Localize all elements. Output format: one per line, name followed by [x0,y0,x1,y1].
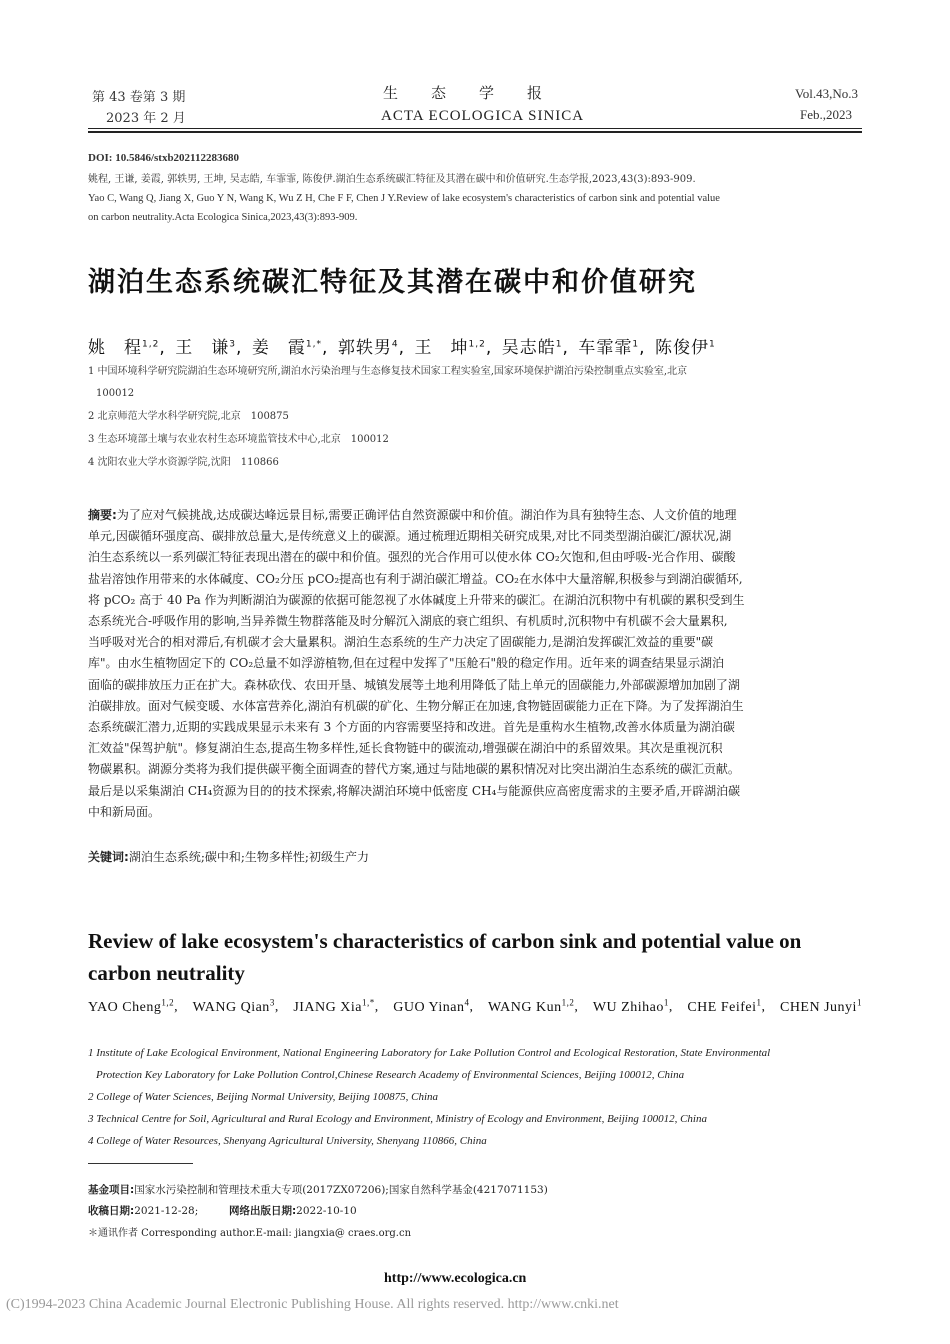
title-en-line1: Review of lake ecosystem's characteristics of carbon sink and potential value on [88,929,802,953]
author-name-cn: 王 谦 [175,338,230,358]
author-affiliation-mark: 1,2 [561,997,575,1007]
abstract-line [88,505,864,526]
author-name-en: WU Zhihao [592,999,664,1015]
abstract-line [88,632,864,653]
fund-label: 基金项目: [88,1184,135,1196]
affiliation-en [88,1086,864,1108]
author-en [88,997,175,1015]
abstract-line [88,653,864,674]
corresponding-author: ＊通讯作者 Corresponding author.E-mail: jiangxia@ craes.org.cn [88,1228,412,1239]
affiliation-cn-line: 3 生态环境部土壤与农业农村生态环境监管技术中心,北京 100012 [88,434,389,445]
author-name-en: GUO Yinan [393,999,465,1015]
author-affiliation-mark: 4 [391,339,399,350]
author-name-en: WANG Qian [192,999,270,1015]
doi[interactable]: DOI: 10.5846/stxb202112283680 [88,152,239,164]
abstract-line-text: 盐岩溶蚀作用带来的水体碱度、CO₂分压 pCO₂提高也有利于湖泊碳汇增益。CO₂在水体中大量溶解,积极参与到湖泊碳循环, [88,571,743,586]
author-name-en: CHE Feifei [687,999,757,1015]
abstract-line [88,675,864,696]
abstract-line [88,569,864,590]
author-separator: , [321,338,338,358]
abstract-line-text: 库"。由水生植物固定下的 CO₂总量不如浮游植物,但在过程中发挥了"压舱石"般的稳定作用。近年来的调查结果显示湖泊 [88,656,725,671]
author-separator: , [174,999,193,1015]
affiliation-cn-line: 1 中国环境科学研究院湖泊生态环境研究所,湖泊水污染治理与生态修复技术国家工程实验室,国家环境保护湖泊污染控制重点实验室,北京 [88,366,688,377]
abstract-line [88,717,864,738]
online-date: 2022-10-10 [296,1205,357,1217]
abstract-line [88,590,864,611]
citation-en-line2: on carbon neutrality.Acta Ecologica Sinica,2023,43(3):893-909. [88,212,358,223]
author-affiliation-mark: 4 [464,997,470,1007]
author-separator: , [469,999,488,1015]
author-name-en: JIANG Xia [293,999,362,1015]
author-en [592,997,669,1015]
affiliations-en [88,1042,864,1152]
author-separator: , [374,999,394,1015]
article-title-cn: 湖泊生态系统碳汇特征及其潜在碳中和价值研究 [88,267,697,298]
author-list-en [88,991,864,1019]
keywords-cn [88,847,369,868]
received-date: 2021-12-28; [134,1205,199,1217]
author-cn [175,338,236,358]
affiliation-cn [88,364,868,402]
author-en [779,997,862,1015]
abstract-line [88,526,864,547]
abstract-line-text: 面临的碳排放压力正在扩大。森林砍伐、农田开垦、城镇发展等土地利用降低了陆上单元的固碳能力,外部碳源增加加剧了湖 [88,677,740,692]
abstract-line-text: 汇效益"保驾护航"。修复湖泊生态,提高生物多样性,延长食物链中的碳流动,增强碳在湖泊中的系留效果。其次是重视沉积 [88,741,723,756]
affiliation-en [88,1130,864,1152]
author-name-cn: 吴志皓 [501,338,556,358]
author-separator: , [398,338,415,358]
author-cn [655,338,716,358]
abstract-line-text: 当呼吸对光合的相对滞后,有机碳才会大量累积。湖泊生态系统的生产力决定了固碳能力,是湖泊发挥碳汇效益的重要"碳 [88,635,714,650]
abstract-line [88,802,864,823]
abstract-line-text: 态系统碳汇潜力,近期的实践成果显示未来有 3 个方面的内容需要坚持和改进。首先是重构水生植物,改善水体质量为湖泊碳 [88,720,735,735]
author-name-cn: 郭轶男 [337,338,392,358]
affiliation-cn-line: 2 北京师范大学水科学研究院,北京 100875 [88,411,289,422]
date-cn: 2023 年 2 月 [106,111,186,126]
author-cn [88,338,159,358]
affiliation-en-line: 2 College of Water Sciences, Beijing Normal University, Beijing 100875, China [88,1091,439,1103]
affiliation-en-line: 3 Technical Centre for Soil, Agricultural and Rural Ecology and Environment, Ministry of Ecology and Environment, Beijing 100012, China [88,1113,707,1125]
abstract-line-text: 单元,因碳循环强度高、碳排放总量大,是传统意义上的碳源。通过梳理近期相关研究成果,对比不同类型湖泊碳汇/源状况,湖 [88,529,732,544]
abstract-line [88,781,864,802]
author-affiliation-mark: 1 [756,997,762,1007]
author-affiliation-mark: 1 [632,339,640,350]
author-en [393,997,470,1015]
affiliation-en [88,1108,864,1130]
author-name-cn: 姚 程 [88,338,142,358]
author-affiliation-mark: 3 [229,339,236,350]
author-affiliation-mark: 1 [663,997,669,1007]
journal-name-cn: 生 态 学 报 [383,84,544,102]
affiliation-cn [88,432,868,448]
abstract-line [88,738,864,759]
author-cn [252,338,322,358]
header-rule-thick [88,131,862,133]
author-en [293,997,375,1015]
author-separator: , [668,999,688,1015]
author-affiliation-mark: 1,* [361,997,375,1007]
keywords-text: 湖泊生态系统;碳中和;生物多样性;初级生产力 [128,850,369,864]
copyright-watermark: (C)1994-2023 China Academic Journal Electronic Publishing House. All rights reserved. http://www.cnki.net [6,1297,619,1312]
author-separator: , [562,338,579,358]
abstract-line [88,611,864,632]
affiliation-cn-line: 4 沈阳农业大学水资源学院,沈阳 110866 [88,457,279,468]
author-affiliation-mark: 1 [709,339,716,350]
author-affiliation-mark: 1,2 [468,339,486,350]
abstract-line-text: 将 pCO₂ 高于 40 Pa 作为判断湖泊为碳源的依据可能忽视了水体碱度上升带来的碳汇。在湖泊沉积物中有机碳的累积受到生 [88,592,745,607]
author-affiliation-mark: 3 [269,997,275,1007]
article-title-en [88,925,864,989]
abstract-line-text: 泊生态系统以一系列碳汇特征表现出潜在的碳中和价值。强烈的光合作用可以使水体 CO₂欠饱和,但由呼吸-光合作用、碳酸 [88,550,736,565]
dates-note [88,1201,357,1222]
author-affiliation-mark: 1,* [305,339,322,350]
author-separator: , [235,338,252,358]
author-name-cn: 车霏霏 [578,338,633,358]
author-affiliation-mark: 1,2 [142,339,160,350]
abstract-line-text: 态系统光合-呼吸作用的影响,当异养微生物群落能及时分解沉入湖底的衰亡组织、有机质时,沉积物中有机碳不会大量累积, [88,614,728,629]
volume-issue-en: Vol.43,No.3 [795,86,858,101]
author-name-cn: 姜 霞 [251,338,306,358]
affiliation-cn-line: 100012 [96,388,135,399]
abstract-line [88,547,864,568]
footnote-separator [88,1163,193,1164]
author-separator: , [574,999,593,1015]
abstract-line-text: 物碳累积。湖源分类将为我们提供碳平衡全面调查的替代方案,通过与陆地碳的累积情况对比突出湖泊生态系统的碳汇贡献。 [88,762,740,777]
author-separator: , [639,338,656,358]
author-affiliation-mark: 1,2 [161,997,175,1007]
author-name-en: CHEN Junyi [779,999,857,1015]
author-cn [338,338,399,358]
abstract-line-text: 泊碳排放。面对气候变暖、水体富营养化,湖泊有机碳的矿化、生物分解正在加速,食物链固碳能力正在下降。为了发挥湖泊生 [88,698,744,713]
online-label: 网络出版日期: [228,1205,297,1217]
author-en [687,997,762,1015]
affiliation-cn [88,409,868,425]
author-cn [502,338,563,358]
author-affiliation-mark: 1 [555,339,563,350]
abstract-line [88,696,864,717]
journal-url[interactable]: http://www.ecologica.cn [384,1271,527,1286]
affiliation-en-line: 1 Institute of Lake Ecological Environment, National Engineering Laboratory for Lake Pollution Control and Ecological Restoration, State Environmental [88,1047,771,1059]
abstract-cn [88,505,864,823]
author-separator: , [485,338,502,358]
author-list-cn [88,333,716,358]
affiliation-en-line: 4 College of Water Resources, Shenyang Agricultural University, Shenyang 110866, China [88,1135,487,1147]
date-en: Feb.,2023 [800,107,852,122]
abstract-line-text: 中和新局面。 [88,804,161,819]
fund-text: 国家水污染控制和管理技术重大专项(2017ZX07206);国家自然科学基金(4217071153) [134,1184,548,1196]
affiliation-cn [88,455,868,471]
abstract-line [88,759,864,780]
author-name-en: YAO Cheng [88,999,162,1015]
affiliation-en [88,1042,864,1086]
author-en [192,997,275,1015]
affiliations-cn [88,364,868,478]
author-separator: , [761,999,780,1015]
keywords-label: 关键词: [88,850,129,864]
citation-cn: 姚程, 王谦, 姜霞, 郭轶男, 王坤, 吴志皓, 车霏霏, 陈俊伊.湖泊生态系统碳汇特征及其潜在碳中和价值研究.生态学报,2023,43(3):893-909. [88,174,696,185]
abstract-label: 摘要: [88,508,117,522]
author-cn [415,338,486,358]
affiliation-en-line: Protection Key Laboratory for Lake Pollution Control,Chinese Research Academy of Environmental Sciences, Beijing 100012, China [96,1069,685,1081]
volume-issue-cn: 第 43 卷第 3 期 [92,90,186,105]
author-separator: , [159,338,176,358]
header-rule-thin [88,128,862,129]
citation-en-line1: Yao C, Wang Q, Jiang X, Guo Y N, Wang K, Wu Z H, Che F F, Chen J Y.Review of lake ecosystem's characteristics of carbon sink and potential value [88,193,720,204]
author-name-cn: 王 坤 [414,338,469,358]
author-en [487,997,575,1015]
title-en-line2: carbon neutrality [88,961,245,985]
author-name-cn: 陈俊伊 [655,338,710,358]
abstract-line-text: 最后是以采集湖泊 CH₄资源为目的的技术探索,将解决湖泊环境中低密度 CH₄与能源供应高密度需求的主要矛盾,开辟湖泊碳 [88,783,741,798]
abstract-line-text: 为了应对气候挑战,达成碳达峰远景目标,需要正确评估自然资源碳中和价值。湖泊作为具有独特生态、人文价值的地理 [116,508,737,522]
journal-name-en: ACTA ECOLOGICA SINICA [381,108,585,124]
received-label: 收稿日期: [88,1205,135,1217]
fund-note [88,1180,548,1201]
author-cn [578,338,639,358]
author-name-en: WANG Kun [487,999,562,1015]
author-affiliation-mark: 1 [856,997,862,1007]
author-separator: , [274,999,294,1015]
